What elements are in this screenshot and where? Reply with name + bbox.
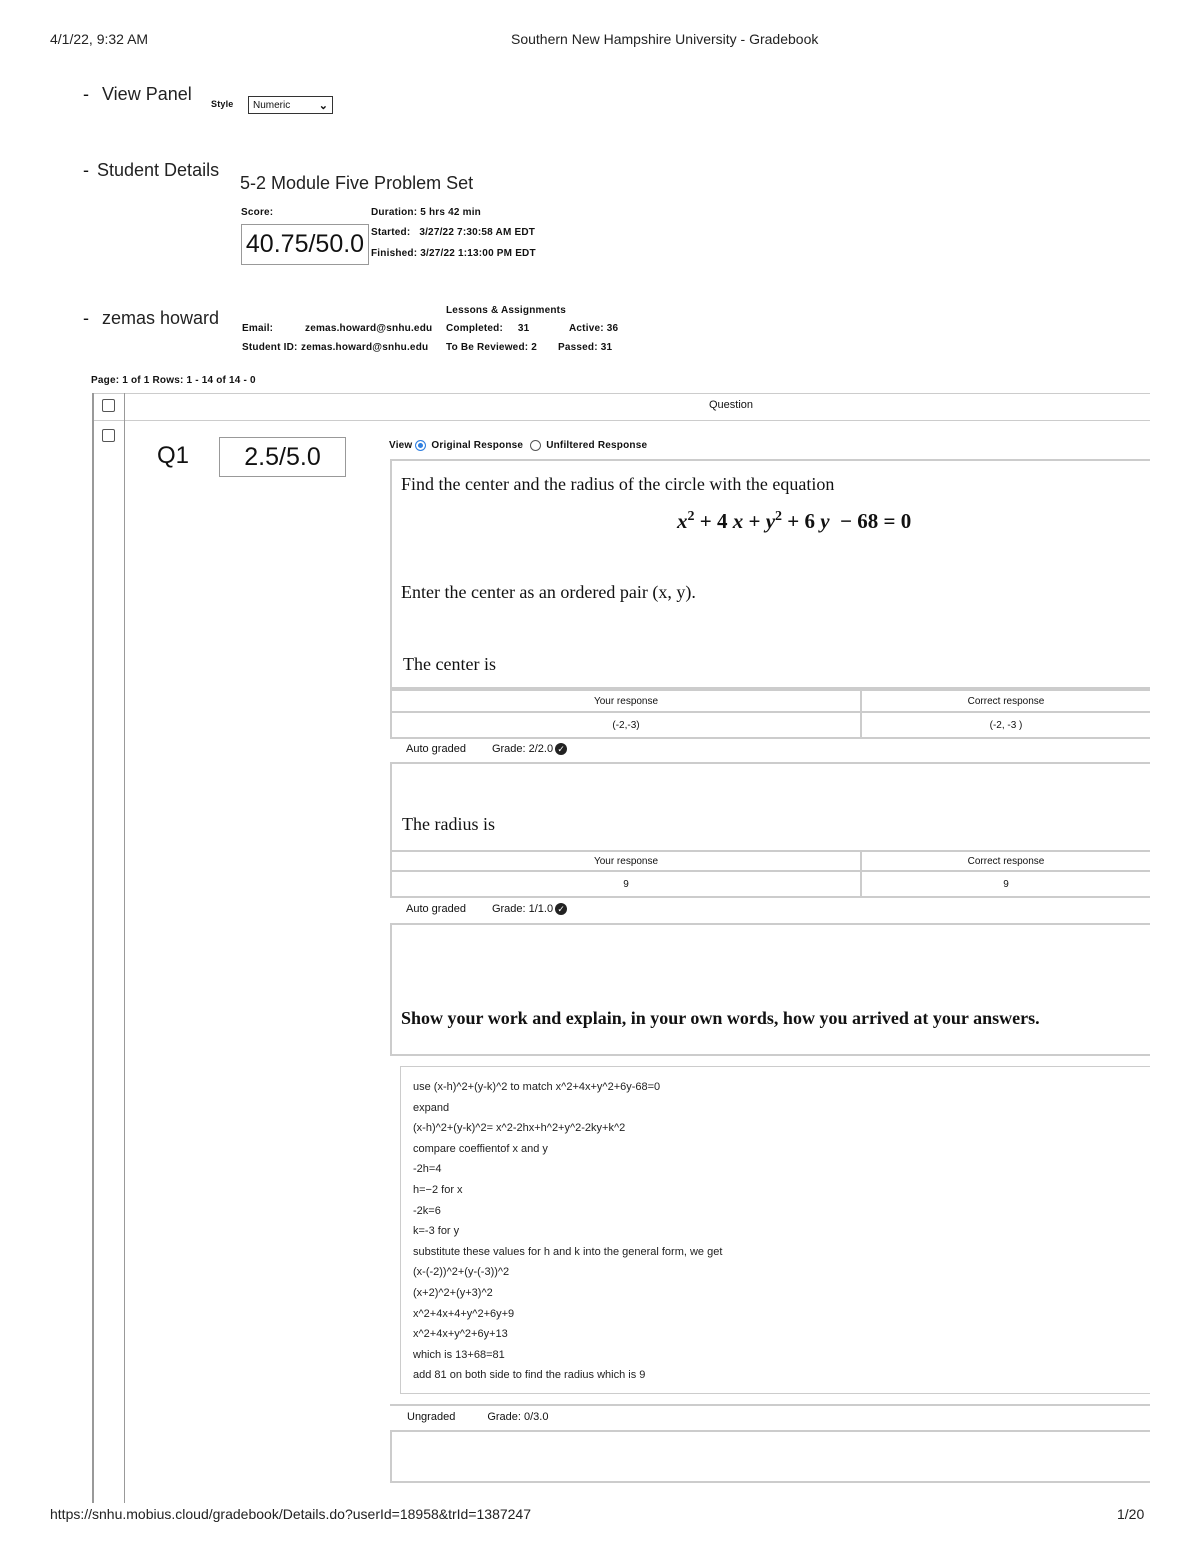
view-label: View <box>389 440 413 451</box>
email-value: zemas.howard@snhu.edu <box>305 323 433 334</box>
table-column-divider <box>124 393 125 1503</box>
question-instruction: Enter the center as an ordered pair (x, y). <box>401 582 696 602</box>
center-grade: Grade: 2/2.0 ✓ <box>492 743 567 755</box>
q1-number: Q1 <box>157 442 190 469</box>
show-work-prompt-panel <box>390 923 1150 1056</box>
work-line: expand <box>413 1101 450 1114</box>
work-line: x^2+4x+4+y^2+6y+9 <box>413 1307 515 1320</box>
chevron-down-icon: ⌄ <box>318 99 328 112</box>
select-all-checkbox[interactable] <box>102 399 115 412</box>
center-correct-response: (-2, -3 ) <box>861 712 1150 738</box>
radius-prompt-panel <box>390 762 1150 852</box>
duration: Duration: 5 hrs 42 min <box>371 207 481 218</box>
radius-grade-row <box>406 903 567 915</box>
work-grade-row <box>407 1411 548 1423</box>
style-select-value: Numeric <box>253 99 291 111</box>
column-header-question: Question <box>709 399 754 411</box>
center-grade-row <box>406 743 567 755</box>
radius-correct-response: 9 <box>861 871 1150 897</box>
center-graded-type: Auto graded <box>406 743 466 756</box>
score-label: Score: <box>241 207 274 218</box>
print-page-number: 1/20 <box>1117 1506 1145 1522</box>
center-your-response: (-2,-3) <box>391 712 861 738</box>
table-header-border <box>92 420 1150 421</box>
radius-grade: Grade: 1/1.0 ✓ <box>492 903 567 915</box>
correct-response-header: Correct response <box>861 690 1150 712</box>
style-select[interactable] <box>248 96 333 114</box>
to-be-reviewed-count: To Be Reviewed: 2 <box>446 342 538 353</box>
started-time: Started: 3/27/22 7:30:58 AM EDT <box>371 227 536 238</box>
question-prompt: Find the center and the radius of the circle with the equation <box>401 474 835 494</box>
circle-equation: $x^2 + 4$ $x + y^2 + 6$ y − 68 = 0 <box>677 509 912 533</box>
total-score: 40.75/50.0 <box>241 224 369 265</box>
unfiltered-response-label[interactable]: Unfiltered Response <box>546 440 648 451</box>
work-line: -2h=4 <box>413 1163 442 1176</box>
center-prompt: The center is <box>403 654 496 674</box>
work-line: (x-(-2))^2+(y-(-3))^2 <box>413 1266 510 1279</box>
radius-graded-type: Auto graded <box>406 903 466 916</box>
work-line: (x-h)^2+(y-k)^2= x^2-2hx+h^2+y^2-2ky+k^2 <box>413 1122 626 1135</box>
print-datetime: 4/1/22, 9:32 AM <box>50 31 149 47</box>
radius-your-response: 9 <box>391 871 861 897</box>
student-name: zemas howard <box>102 308 220 328</box>
student-id-value: zemas.howard@snhu.edu <box>301 342 429 353</box>
unfiltered-response-radio[interactable] <box>530 440 541 451</box>
print-page-title: Southern New Hampshire University - Gradebook <box>511 31 819 47</box>
q1-row-checkbox[interactable] <box>102 429 115 442</box>
q1-score[interactable]: 2.5/5.0 <box>219 437 346 477</box>
original-response-label[interactable]: Original Response <box>431 440 524 451</box>
radius-prompt: The radius is <box>402 814 495 834</box>
assignment-title: 5-2 Module Five Problem Set <box>240 173 474 193</box>
work-line: compare coeffientof x and y <box>413 1142 548 1155</box>
active-count: Active: 36 <box>569 323 619 334</box>
question-prompt-panel <box>390 459 1150 689</box>
work-line: x^2+4x+y^2+6y+13 <box>413 1328 508 1341</box>
work-line: add 81 on both side to find the radius which is 9 <box>413 1369 646 1382</box>
correct-response-header: Correct response <box>861 851 1150 871</box>
table-top-border <box>92 393 1150 394</box>
view-panel-collapse-toggle[interactable]: - <box>83 84 89 104</box>
email-label: Email: <box>242 323 274 334</box>
student-work-response <box>400 1066 1150 1394</box>
radius-response-table <box>390 850 1150 898</box>
pagination-info: Page: 1 of 1 Rows: 1 - 14 of 14 - 0 <box>91 375 256 386</box>
completed-count: Completed: 31 <box>446 323 530 334</box>
student-details-collapse-toggle[interactable]: - <box>83 160 89 180</box>
student-details-label: Student Details <box>97 160 220 180</box>
check-circle-icon: ✓ <box>555 903 567 915</box>
work-line: h=−2 for x <box>413 1183 463 1196</box>
center-response-table <box>390 689 1150 739</box>
work-line: substitute these values for h and k into the general form, we get <box>413 1245 723 1258</box>
student-id-label: Student ID: <box>242 342 298 353</box>
original-response-radio[interactable] <box>415 440 426 451</box>
work-grade: Grade: 0/3.0 <box>487 1411 549 1423</box>
passed-count: Passed: 31 <box>558 342 613 353</box>
feedback-panel[interactable] <box>390 1430 1150 1483</box>
print-url: https://snhu.mobius.cloud/gradebook/Details.do?userId=18958&trId=1387247 <box>50 1506 532 1522</box>
your-response-header: Your response <box>391 851 861 871</box>
lessons-header: Lessons & Assignments <box>446 305 566 316</box>
show-work-prompt: Show your work and explain, in your own words, how you arrived at your answers. <box>401 1008 1040 1028</box>
work-line: (x+2)^2+(y+3)^2 <box>413 1286 493 1299</box>
your-response-header: Your response <box>391 690 861 712</box>
style-label: Style <box>211 99 234 109</box>
view-panel-label: View Panel <box>102 84 192 104</box>
work-graded-type: Ungraded <box>407 1411 456 1423</box>
check-circle-icon: ✓ <box>555 743 567 755</box>
work-panel-bottom-border <box>390 1404 1150 1406</box>
work-line: use (x-h)^2+(y-k)^2 to match x^2+4x+y^2+6y-68=0 <box>413 1081 661 1093</box>
finished-time: Finished: 3/27/22 1:13:00 PM EDT <box>371 248 536 259</box>
student-collapse-toggle[interactable]: - <box>83 308 89 328</box>
work-line: which is 13+68=81 <box>413 1348 505 1361</box>
work-line: k=-3 for y <box>413 1225 460 1238</box>
work-line: -2k=6 <box>413 1204 441 1217</box>
view-options <box>389 440 647 451</box>
table-left-border <box>92 393 94 1503</box>
